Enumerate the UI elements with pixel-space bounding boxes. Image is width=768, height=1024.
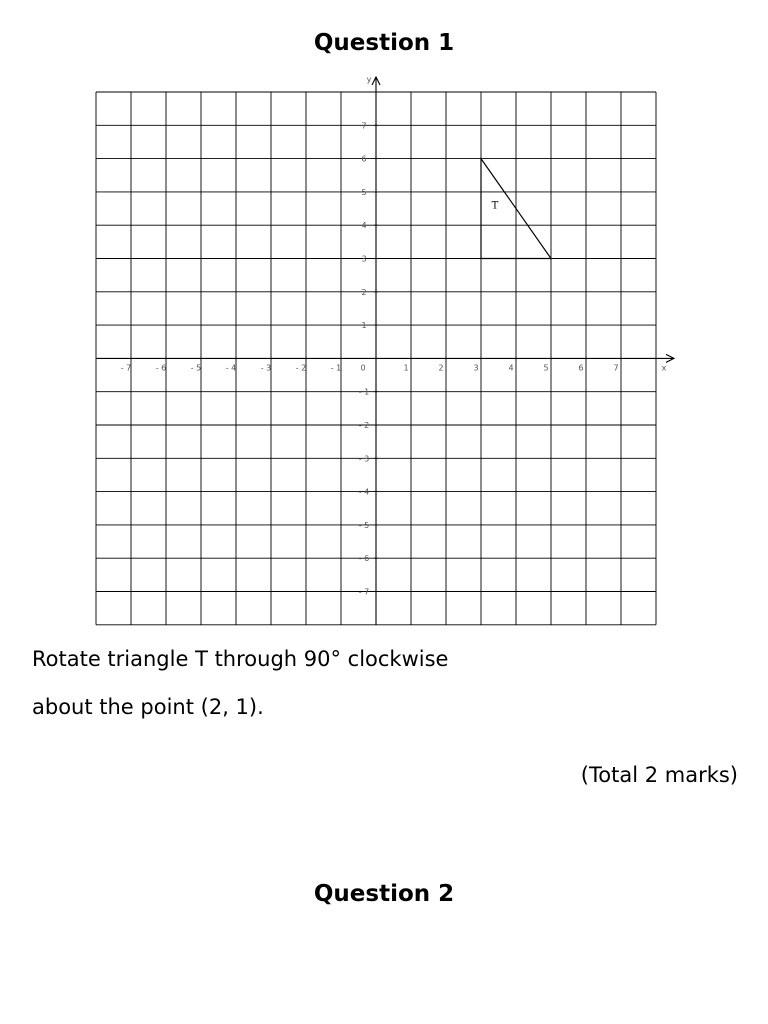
x-tick-label: - 5 — [190, 363, 202, 373]
x-tick-label: - 3 — [260, 363, 272, 373]
axes — [96, 77, 674, 625]
x-tick-label: 2 — [438, 363, 444, 373]
y-tick-label: - 4 — [358, 487, 370, 497]
total-marks: (Total 2 marks) — [580, 763, 738, 787]
y-tick-label: 4 — [361, 221, 367, 231]
x-tick-label: 6 — [578, 363, 584, 373]
x-tick-label: - 1 — [330, 363, 342, 373]
x-tick-label: 3 — [473, 363, 479, 373]
coordinate-grid — [90, 70, 690, 630]
question-2-heading: Question 2 — [313, 881, 455, 907]
x-tick-label: - 4 — [225, 363, 237, 373]
x-tick-label: 1 — [403, 363, 409, 373]
instruction-line-2: about the point (2, 1). — [32, 695, 264, 719]
y-tick-label: 1 — [361, 321, 367, 331]
y-tick-label: 6 — [361, 154, 367, 164]
x-tick-label: - 7 — [120, 363, 132, 373]
tick-labels — [121, 75, 667, 597]
triangle-label: T — [491, 200, 499, 212]
y-tick-label: 2 — [361, 287, 367, 297]
y-tick-label: - 3 — [358, 454, 370, 464]
y-tick-label: 3 — [361, 254, 367, 264]
question-1-heading: Question 1 — [313, 30, 455, 56]
x-tick-label: 4 — [508, 363, 514, 373]
x-tick-label: - 6 — [155, 363, 167, 373]
coordinate-grid-svg — [90, 70, 690, 630]
y-axis-label: y — [366, 75, 372, 84]
y-tick-label: - 5 — [358, 520, 370, 530]
y-tick-label: - 2 — [358, 421, 370, 430]
x-tick-label: 5 — [543, 363, 549, 373]
instruction-line-1: Rotate triangle T through 90° clockwise — [32, 647, 449, 671]
y-tick-label: 7 — [361, 121, 367, 131]
y-tick-label: 5 — [361, 187, 367, 197]
y-tick-label: - 6 — [358, 554, 370, 564]
y-tick-label: - 1 — [358, 387, 370, 397]
x-axis-label: x — [661, 363, 667, 373]
x-tick-label: - 2 — [295, 363, 307, 373]
x-tick-label: 7 — [613, 363, 619, 373]
origin-label: 0 — [360, 363, 366, 373]
y-tick-label: - 7 — [358, 587, 370, 597]
